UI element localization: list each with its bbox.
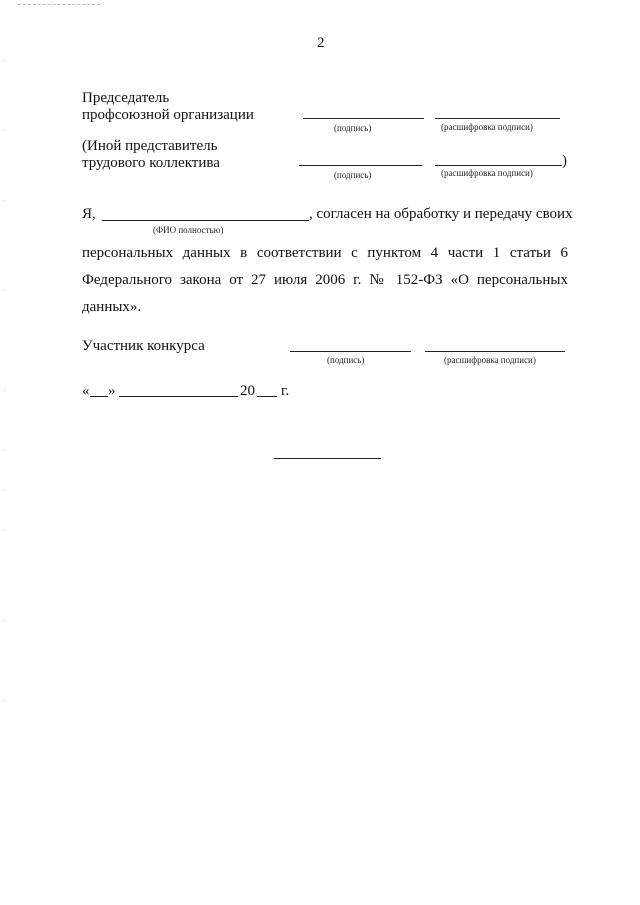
chairman-decoding-line[interactable] (435, 118, 560, 119)
date-year-suffix: г. (281, 383, 290, 399)
representative-title-line1: (Иной представитель (82, 138, 218, 154)
consent-line4: данных». (82, 299, 142, 315)
chairman-title-line1: Председатель (82, 90, 170, 106)
consent-line3: Федерального закона от 27 июля 2006 г. № 152-ФЗ «О персональных (82, 272, 568, 288)
closing-separator-line (274, 458, 381, 459)
participant-signature-caption: (подпись) (327, 355, 365, 365)
participant-label: Участник конкурса (82, 338, 205, 354)
consent-line2: персональных данных в соответствии с пунктом 4 части 1 статьи 6 (82, 245, 568, 261)
consent-prefix: Я, (82, 206, 96, 222)
consent-line1-suffix: , согласен на обработку и передачу своих (309, 206, 573, 222)
date-year-line[interactable] (257, 396, 277, 397)
page-number: 2 (317, 35, 325, 51)
chairman-decoding-caption: (расшифровка подписи) (441, 122, 533, 132)
date-close-quote: » (108, 383, 116, 399)
date-day-line[interactable] (90, 396, 108, 397)
participant-decoding-caption: (расшифровка подписи) (444, 355, 536, 365)
scan-edge-line (18, 4, 100, 5)
chairman-signature-caption: (подпись) (334, 123, 372, 133)
scan-margin-dots (4, 60, 6, 760)
chairman-signature-line[interactable] (303, 118, 424, 119)
representative-signature-caption: (подпись) (334, 170, 372, 180)
date-month-line[interactable] (119, 396, 238, 397)
representative-title-line2: трудового коллектива (82, 155, 220, 171)
representative-closing-paren: ) (562, 153, 567, 169)
representative-signature-line[interactable] (299, 165, 422, 166)
participant-decoding-line[interactable] (425, 351, 565, 352)
date-open-quote: « (82, 383, 90, 399)
fio-caption: (ФИО полностью) (153, 225, 224, 235)
chairman-title-line2: профсоюзной организации (82, 107, 254, 123)
date-year-prefix: 20 (240, 383, 255, 399)
representative-decoding-caption: (расшифровка подписи) (441, 168, 533, 178)
representative-decoding-line[interactable] (435, 165, 562, 166)
participant-signature-line[interactable] (290, 351, 411, 352)
fio-input-line[interactable] (102, 220, 309, 221)
